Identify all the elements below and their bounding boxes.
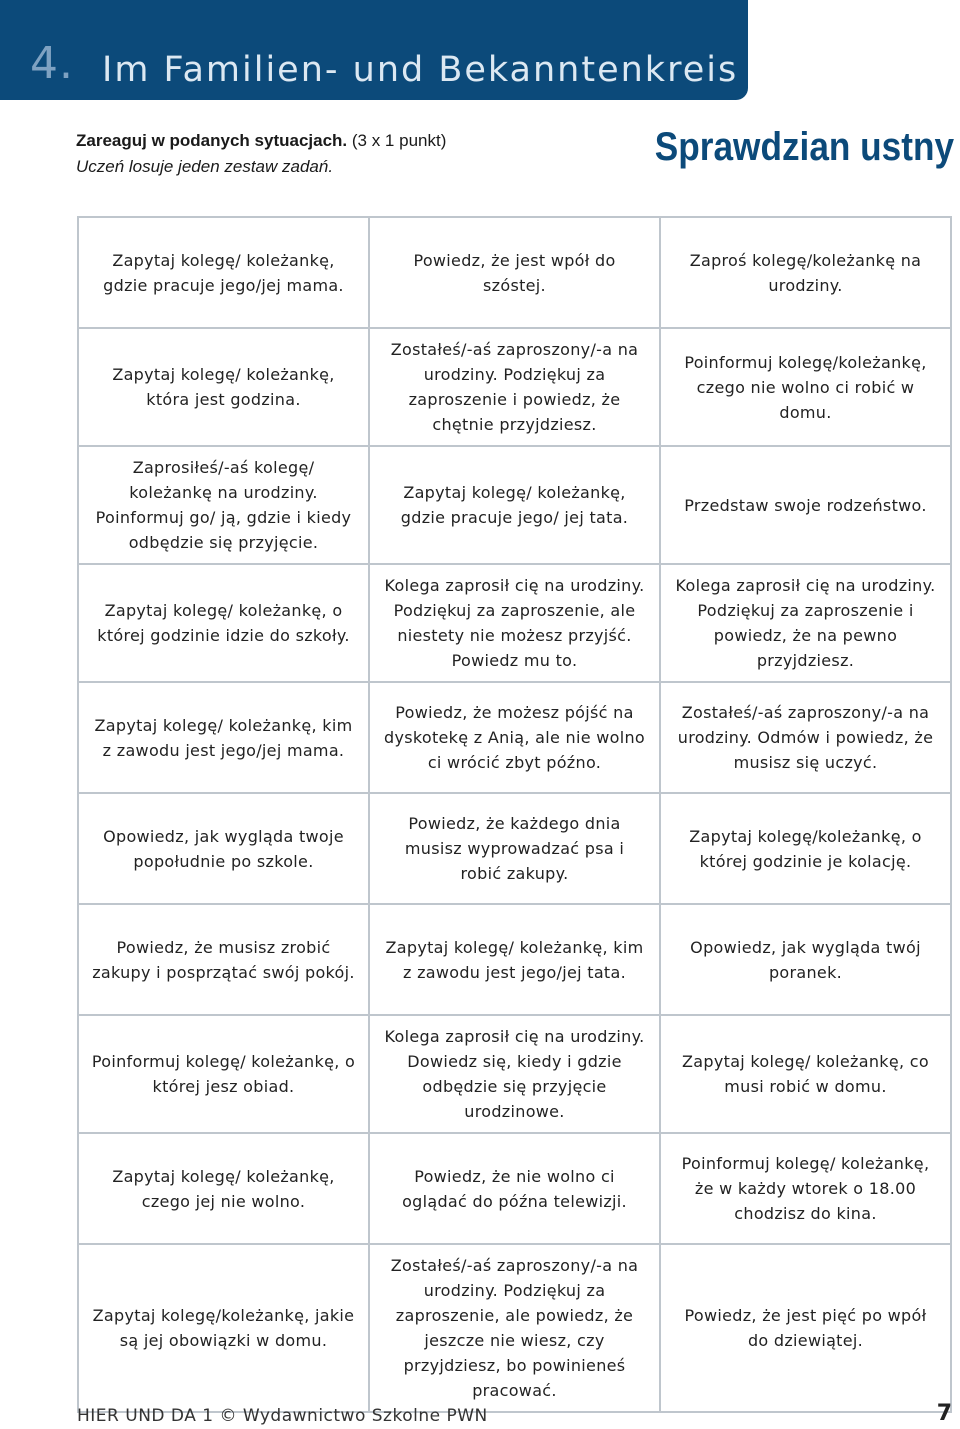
task-cell: Kolega zaprosił cię na urodziny. Dowiedz się, kiedy i gdzie odbędzie się przyjęcie urodzinowe. [369, 1015, 660, 1133]
section-badge: Sprawdzian ustny [654, 125, 954, 169]
instructions [76, 128, 446, 180]
task-cell: Kolega zaprosił cię na urodziny. Podziękuj za zaproszenie, ale niestety nie możesz przyjść. Powiedz mu to. [369, 564, 660, 682]
instructions-points: (3 x 1 punkt) [351, 131, 447, 150]
task-cell: Zapytaj kolegę/koleżankę, jakie są jej obowiązki w domu. [78, 1244, 369, 1412]
task-cell: Zapytaj kolegę/ koleżankę, gdzie pracuje jego/jej mama. [78, 217, 369, 328]
task-cell: Powiedz, że każdego dnia musisz wyprowadzać psa i robić zakupy. [369, 793, 660, 904]
task-cell: Powiedz, że jest wpół do szóstej. [369, 217, 660, 328]
task-cell: Zapytaj kolegę/ koleżankę, gdzie pracuje jego/ jej tata. [369, 446, 660, 564]
task-cell: Zapytaj kolegę/ koleżankę, czego jej nie wolno. [78, 1133, 369, 1244]
task-cell: Opowiedz, jak wygląda twój poranek. [660, 904, 951, 1015]
task-cell: Zapytaj kolegę/koleżankę, o której godzinie je kolację. [660, 793, 951, 904]
task-cell: Zapytaj kolegę/ koleżankę, o której godzinie idzie do szkoły. [78, 564, 369, 682]
task-cell: Zostałeś/-aś zaproszony/-a na urodziny. Odmów i powiedz, że musisz się uczyć. [660, 682, 951, 793]
task-cell: Kolega zaprosił cię na urodziny. Podziękuj za zaproszenie i powiedz, że na pewno przyjdziesz. [660, 564, 951, 682]
page-number: 7 [936, 1401, 952, 1426]
task-cell: Zaprosiłeś/-aś kolegę/ koleżankę na urodziny. Poinformuj go/ ją, gdzie i kiedy odbędzie się przyjęcie. [78, 446, 369, 564]
chapter-header [0, 0, 748, 100]
table-row [78, 1015, 951, 1133]
task-cell: Powiedz, że nie wolno ci oglądać do późna telewizji. [369, 1133, 660, 1244]
task-grid [77, 216, 952, 1413]
table-row [78, 1244, 951, 1412]
task-cell: Poinformuj kolegę/ koleżankę, że w każdy wtorek o 18.00 chodzisz do kina. [660, 1133, 951, 1244]
task-cell: Zaproś kolegę/koleżankę na urodziny. [660, 217, 951, 328]
chapter-number: 4. [30, 38, 74, 89]
instructions-italic: Uczeń losuje jeden zestaw zadań. [76, 157, 334, 176]
task-cell: Zostałeś/-aś zaproszony/-a na urodziny. Podziękuj za zaproszenie, ale powiedz, że jeszcze nie wiesz, czy przyjdziesz, bo powinieneś pracować. [369, 1244, 660, 1412]
task-cell: Opowiedz, jak wygląda twoje popołudnie po szkole. [78, 793, 369, 904]
task-cell: Zapytaj kolegę/ koleżankę, która jest godzina. [78, 328, 369, 446]
footer-copyright: HIER UND DA 1 © Wydawnictwo Szkolne PWN [77, 1406, 488, 1426]
table-row [78, 328, 951, 446]
table-row [78, 446, 951, 564]
task-cell: Powiedz, że możesz pójść na dyskotekę z Anią, ale nie wolno ci wrócić zbyt późno. [369, 682, 660, 793]
task-cell: Poinformuj kolegę/koleżankę, czego nie wolno ci robić w domu. [660, 328, 951, 446]
task-cell: Powiedz, że musisz zrobić zakupy i posprzątać swój pokój. [78, 904, 369, 1015]
task-cell: Powiedz, że jest pięć po wpół do dziewiątej. [660, 1244, 951, 1412]
table-row [78, 904, 951, 1015]
chapter-title: Im Familien- und Bekanntenkreis [102, 50, 739, 90]
task-cell: Zapytaj kolegę/ koleżankę, co musi robić w domu. [660, 1015, 951, 1133]
task-cell: Poinformuj kolegę/ koleżankę, o której jesz obiad. [78, 1015, 369, 1133]
task-cell: Przedstaw swoje rodzeństwo. [660, 446, 951, 564]
table-row [78, 217, 951, 328]
table-row [78, 1133, 951, 1244]
table-row [78, 793, 951, 904]
task-cell: Zapytaj kolegę/ koleżankę, kim z zawodu jest jego/jej mama. [78, 682, 369, 793]
task-cell: Zostałeś/-aś zaproszony/-a na urodziny. Podziękuj za zaproszenie i powiedz, że chętnie przyjdziesz. [369, 328, 660, 446]
task-cell: Zapytaj kolegę/ koleżankę, kim z zawodu jest jego/jej tata. [369, 904, 660, 1015]
table-row [78, 682, 951, 793]
instructions-bold: Zareaguj w podanych sytuacjach. [76, 131, 348, 150]
table-row [78, 564, 951, 682]
